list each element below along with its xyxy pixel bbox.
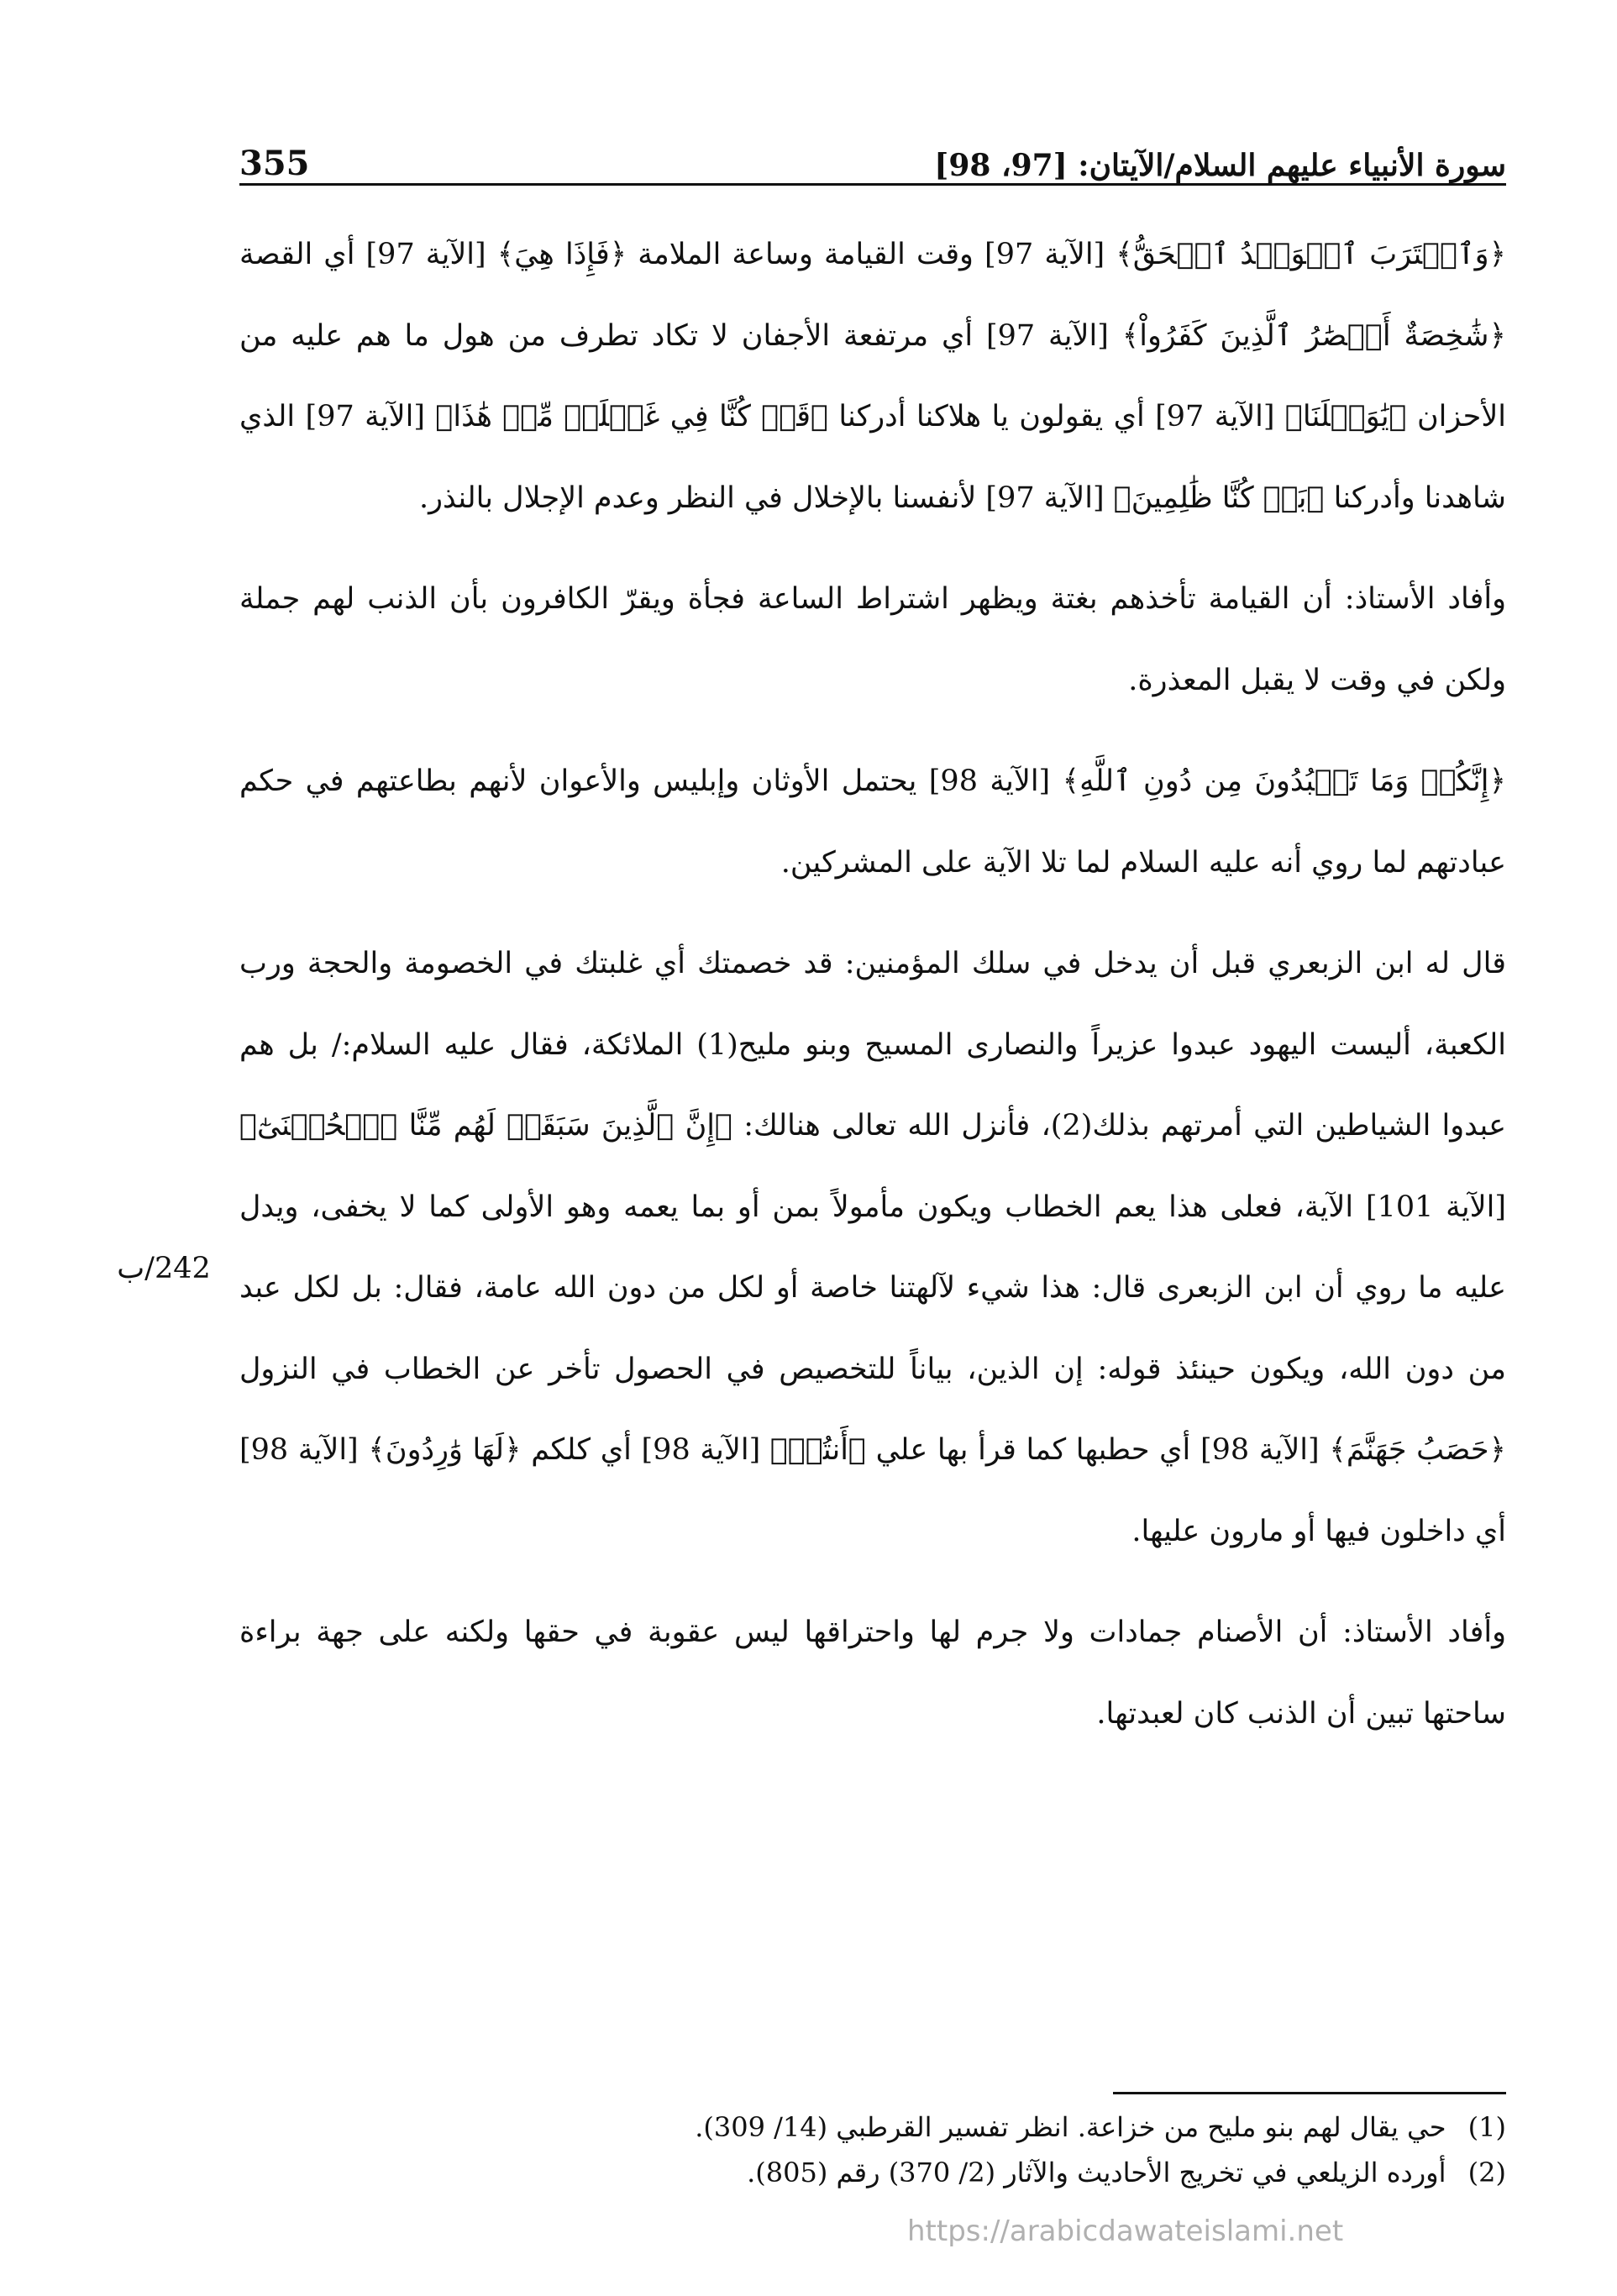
footnote-rule <box>1113 2092 1506 2094</box>
footnote-text: أورده الزيلعي في تخريج الأحاديث والآثار (2/ 370) رقم (805). <box>747 2157 1446 2188</box>
page-header <box>239 124 1506 183</box>
paragraph-3: ﴿إِنَّكُمۡ وَمَا تَعۡبُدُونَ مِن دُونِ ٱللَّهِ﴾ [الآية 98] يحتمل الأوثان وإبليس والأعوان لأنهم بطاعتهم في حكم عبادتهم لما روي أنه عليه السلام لما تلا الآية على المشركين. <box>239 764 1506 880</box>
paragraph-4: قال له ابن الزبعري قبل أن يدخل في سلك المؤمنين: قد خصمتك أي غلبتك في الخصومة والحجة ورب الكعبة، أليست اليهود عبدوا عزيراً والنصارى المسيح وبنو مليح(1) الملائكة، فقال عليه السلام:/ بل هم عبدوا الشياطين التي أمرتهم بذلك(2)، فأنزل الله تعالى هنالك: ﴿إِنَّ ٱلَّذِينَ سَبَقَتۡ لَهُم مِّنَّا ٱلۡحُسۡنَىٰٓ﴾ [الآية 101] الآية، فعلى هذا يعم الخطاب ويكون مأمولاً بمن أو بما يعمه وهو الأولى كما لا يخفى، ويدل عليه ما روي أن ابن الزبعرى قال: هذا شيء لآلهتنا خاصة أو لكل من دون الله عامة، فقال: بل لكل عبد من دون الله، ويكون حينئذ قوله: إن الذين، بياناً للتخصيص في الحصول تأخر عن الخطاب في النزول ﴿حَصَبُ جَهَنَّمَ﴾ [الآية 98] أي حطبها كما قرأ بها علي ﴿أَنتُمۡ﴾ [الآية 98] أي كلكم ﴿لَهَا وَٰرِدُونَ﴾ [الآية 98] أي داخلون فيها أو مارون عليها. <box>239 947 1507 1548</box>
body-text <box>239 214 1506 1766</box>
footnote-number: (2) <box>1467 2157 1506 2188</box>
footnote-2 <box>239 2150 1506 2195</box>
paragraph-2: وأفاد الأستاذ: أن القيامة تأخذهم بغتة ويظهر اشتراط الساعة فجأة ويقرّ الكافرون بأن الذنب لهم جملة ولكن في وقت لا يقبل المعذرة. <box>239 582 1506 697</box>
footnote-text: حي يقال لهم بنو مليح من خزاعة. انظر تفسير القرطبي (14/ 309). <box>695 2111 1446 2143</box>
footnote-number: (1) <box>1467 2111 1506 2143</box>
footnote-1 <box>239 2104 1506 2150</box>
running-title: سورة الأنبياء عليهم السلام/الآيتان: [97، 98] <box>934 148 1506 183</box>
paragraph-1: ﴿وَٱقۡتَرَبَ ٱلۡوَعۡدُ ٱلۡحَقُّ﴾ [الآية 97] وقت القيامة وساعة الملامة ﴿فَإِذَا هِيَ﴾ [الآية 97] أي القصة ﴿شَٰخِصَةٌ أَبۡصَٰرُ ٱلَّذِينَ كَفَرُواْ﴾ [الآية 97] أي مرتفعة الأجفان لا تكاد تطرف من هول ما هم عليه من الأحزان ﴿يَٰوَيۡلَنَا﴾ [الآية 97] أي يقولون يا هلاكنا أدركنا ﴿قَدۡ كُنَّا فِي غَفۡلَةٖ مِّنۡ هَٰذَا﴾ [الآية 97] الذي شاهدنا وأدركنا ﴿بَلۡ كُنَّا ظَٰلِمِينَ﴾ [الآية 97] لأنفسنا بالإخلال في النظر وعدم الإجلال بالنذر. <box>239 238 1507 515</box>
page-number: 355 <box>239 144 310 183</box>
manuscript-folio-marker: 242/ب <box>117 1252 211 1285</box>
header-rule <box>239 183 1506 186</box>
footnotes <box>239 2104 1506 2195</box>
paragraph-5: وأفاد الأستاذ: أن الأصنام جمادات ولا جرم لها واحتراقها ليس عقوبة في حقها ولكنه على جهة براءة ساحتها تبين أن الذنب كان لعبدتها. <box>239 1616 1506 1731</box>
watermark-url: https://arabicdawateislami.net <box>907 2215 1344 2248</box>
